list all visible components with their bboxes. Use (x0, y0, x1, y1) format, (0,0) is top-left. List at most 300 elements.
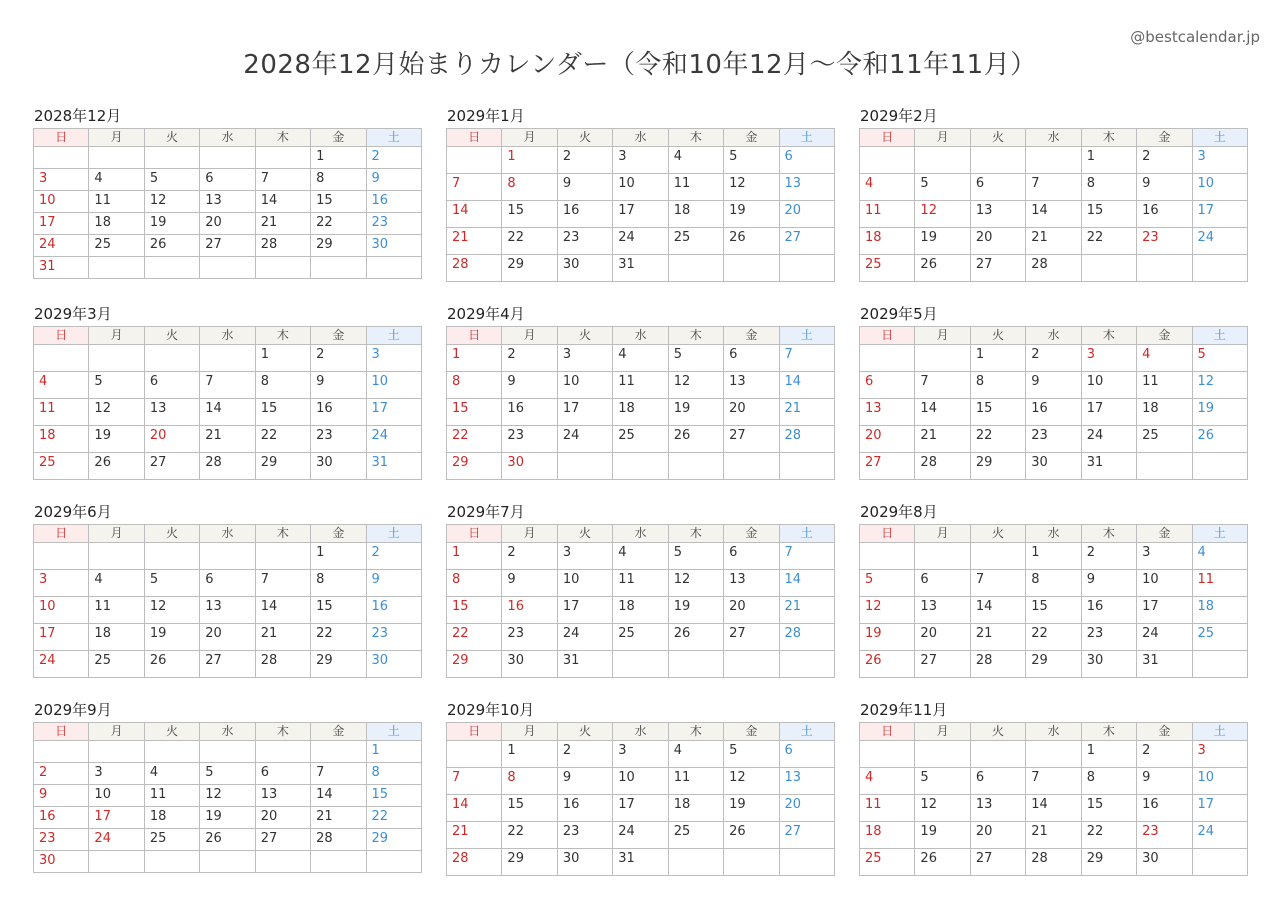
day-cell: 25 (34, 453, 89, 480)
day-cell: 18 (613, 597, 668, 624)
day-cell: 1 (502, 147, 557, 174)
day-cell: 22 (311, 213, 366, 235)
week-row (34, 453, 422, 480)
day-cell (447, 741, 502, 768)
day-cell: 30 (366, 235, 421, 257)
week-row (447, 543, 835, 570)
day-cell: 26 (1192, 426, 1247, 453)
day-cell: 13 (724, 570, 779, 597)
day-cell: 7 (447, 174, 502, 201)
day-cell: 10 (1137, 570, 1192, 597)
day-cell: 8 (311, 169, 366, 191)
day-cell: 9 (557, 174, 612, 201)
day-cell: 5 (1192, 345, 1247, 372)
weekday-header: 金 (1137, 525, 1192, 543)
day-cell: 24 (89, 829, 144, 851)
day-cell (311, 741, 366, 763)
day-cell (200, 345, 255, 372)
day-cell: 6 (860, 372, 915, 399)
weekday-header: 月 (89, 723, 144, 741)
day-cell: 5 (144, 169, 199, 191)
day-cell: 1 (970, 345, 1025, 372)
day-cell (860, 147, 915, 174)
day-cell: 19 (200, 807, 255, 829)
day-cell (779, 255, 834, 282)
calendar-grid (33, 104, 1248, 876)
day-cell: 24 (557, 426, 612, 453)
day-cell: 26 (860, 651, 915, 678)
day-cell: 18 (860, 822, 915, 849)
day-cell: 1 (1081, 147, 1136, 174)
day-cell: 6 (724, 543, 779, 570)
day-cell: 9 (1026, 372, 1081, 399)
day-cell (970, 147, 1025, 174)
day-cell: 27 (860, 453, 915, 480)
weekday-header: 土 (366, 327, 421, 345)
week-row (447, 768, 835, 795)
month-table (446, 326, 835, 480)
day-cell: 23 (1081, 624, 1136, 651)
weekday-header: 日 (34, 327, 89, 345)
day-cell: 2 (311, 345, 366, 372)
weekday-header: 火 (970, 129, 1025, 147)
day-cell (200, 741, 255, 763)
day-cell: 2 (366, 147, 421, 169)
week-row (447, 255, 835, 282)
day-cell: 28 (1026, 849, 1081, 876)
day-cell: 1 (1081, 741, 1136, 768)
week-row (34, 235, 422, 257)
day-cell: 7 (447, 768, 502, 795)
day-cell: 26 (144, 651, 199, 678)
weekday-header: 水 (1026, 525, 1081, 543)
day-cell (1192, 849, 1247, 876)
day-cell: 13 (970, 201, 1025, 228)
day-cell: 26 (200, 829, 255, 851)
weekday-header: 火 (970, 525, 1025, 543)
day-cell: 28 (1026, 255, 1081, 282)
day-cell: 19 (860, 624, 915, 651)
day-cell: 21 (970, 624, 1025, 651)
month-table (859, 524, 1248, 678)
day-cell: 18 (1137, 399, 1192, 426)
day-cell: 8 (970, 372, 1025, 399)
day-cell: 11 (613, 570, 668, 597)
day-cell (779, 453, 834, 480)
day-cell (89, 257, 144, 279)
weekday-header: 日 (34, 723, 89, 741)
day-cell: 5 (724, 147, 779, 174)
week-row (447, 597, 835, 624)
day-cell: 20 (779, 795, 834, 822)
day-cell: 28 (447, 849, 502, 876)
day-cell (915, 543, 970, 570)
weekday-header-row (34, 129, 422, 147)
day-cell: 9 (366, 570, 421, 597)
day-cell: 29 (502, 849, 557, 876)
day-cell: 8 (311, 570, 366, 597)
month-table (446, 722, 835, 876)
day-cell: 19 (915, 822, 970, 849)
day-cell (1192, 453, 1247, 480)
day-cell: 31 (1081, 453, 1136, 480)
day-cell: 20 (724, 597, 779, 624)
day-cell: 3 (1192, 741, 1247, 768)
weekday-header: 木 (255, 723, 310, 741)
month-title: 2029年3月 (34, 305, 112, 323)
weekday-header: 火 (557, 525, 612, 543)
day-cell: 11 (1137, 372, 1192, 399)
week-row (860, 849, 1248, 876)
month-block (446, 302, 835, 480)
week-row (860, 741, 1248, 768)
day-cell: 6 (779, 147, 834, 174)
day-cell: 24 (613, 228, 668, 255)
day-cell: 19 (144, 624, 199, 651)
day-cell (34, 543, 89, 570)
day-cell (557, 453, 612, 480)
day-cell: 3 (557, 543, 612, 570)
weekday-header-row (447, 525, 835, 543)
day-cell (1137, 453, 1192, 480)
day-cell (89, 345, 144, 372)
day-cell (89, 741, 144, 763)
day-cell: 14 (779, 372, 834, 399)
weekday-header: 月 (502, 525, 557, 543)
day-cell: 29 (502, 255, 557, 282)
day-cell: 9 (502, 570, 557, 597)
day-cell: 23 (557, 228, 612, 255)
month-title: 2029年6月 (34, 503, 112, 521)
month-title: 2029年5月 (860, 305, 938, 323)
day-cell (311, 257, 366, 279)
day-cell: 6 (255, 763, 310, 785)
day-cell: 11 (860, 201, 915, 228)
day-cell: 16 (366, 191, 421, 213)
weekday-header: 火 (557, 327, 612, 345)
day-cell: 29 (255, 453, 310, 480)
weekday-header: 土 (779, 723, 834, 741)
weekday-header-row (447, 723, 835, 741)
day-cell (1192, 651, 1247, 678)
day-cell: 5 (89, 372, 144, 399)
day-cell: 7 (779, 543, 834, 570)
day-cell: 11 (860, 795, 915, 822)
weekday-header: 土 (779, 129, 834, 147)
weekday-header: 日 (860, 723, 915, 741)
day-cell: 2 (34, 763, 89, 785)
day-cell: 14 (255, 597, 310, 624)
weekday-header: 火 (144, 327, 199, 345)
weekday-header: 木 (1081, 327, 1136, 345)
day-cell: 8 (447, 570, 502, 597)
day-cell: 25 (1137, 426, 1192, 453)
day-cell (366, 851, 421, 873)
weekday-header: 土 (779, 525, 834, 543)
weekday-header: 土 (1192, 723, 1247, 741)
day-cell: 12 (724, 174, 779, 201)
day-cell: 8 (447, 372, 502, 399)
weekday-header: 日 (860, 129, 915, 147)
day-cell (613, 453, 668, 480)
weekday-header: 土 (366, 723, 421, 741)
weekday-header: 月 (502, 327, 557, 345)
day-cell: 12 (915, 201, 970, 228)
month-table (33, 128, 422, 279)
day-cell: 8 (502, 768, 557, 795)
day-cell: 15 (255, 399, 310, 426)
day-cell: 1 (447, 543, 502, 570)
day-cell: 24 (34, 651, 89, 678)
month-table (33, 524, 422, 678)
day-cell (144, 851, 199, 873)
day-cell: 23 (1137, 822, 1192, 849)
day-cell: 24 (1192, 822, 1247, 849)
weekday-header: 月 (89, 525, 144, 543)
day-cell: 3 (613, 147, 668, 174)
weekday-header: 木 (668, 129, 723, 147)
day-cell: 8 (255, 372, 310, 399)
day-cell: 6 (915, 570, 970, 597)
day-cell: 31 (1137, 651, 1192, 678)
day-cell: 8 (1081, 174, 1136, 201)
day-cell: 28 (915, 453, 970, 480)
day-cell: 11 (89, 597, 144, 624)
week-row (34, 191, 422, 213)
day-cell: 30 (557, 255, 612, 282)
day-cell: 2 (502, 345, 557, 372)
day-cell: 5 (915, 768, 970, 795)
month-table (859, 722, 1248, 876)
day-cell (860, 345, 915, 372)
week-row (34, 147, 422, 169)
week-row (34, 426, 422, 453)
day-cell: 1 (311, 147, 366, 169)
day-cell: 21 (1026, 822, 1081, 849)
day-cell: 11 (1192, 570, 1247, 597)
weekday-header: 月 (502, 129, 557, 147)
day-cell: 29 (447, 651, 502, 678)
day-cell: 4 (613, 543, 668, 570)
day-cell: 16 (557, 201, 612, 228)
day-cell: 22 (366, 807, 421, 829)
month-title: 2029年4月 (447, 305, 525, 323)
day-cell (144, 543, 199, 570)
day-cell (779, 849, 834, 876)
day-cell: 7 (1026, 174, 1081, 201)
week-row (447, 651, 835, 678)
week-row (447, 570, 835, 597)
day-cell: 6 (724, 345, 779, 372)
day-cell: 18 (613, 399, 668, 426)
week-row (860, 768, 1248, 795)
day-cell: 17 (366, 399, 421, 426)
week-row (34, 543, 422, 570)
day-cell: 20 (200, 213, 255, 235)
day-cell: 18 (89, 213, 144, 235)
week-row (34, 807, 422, 829)
week-row (34, 257, 422, 279)
day-cell: 21 (779, 399, 834, 426)
weekday-header: 木 (255, 525, 310, 543)
day-cell: 3 (557, 345, 612, 372)
day-cell: 9 (1137, 768, 1192, 795)
day-cell: 17 (613, 795, 668, 822)
day-cell: 5 (724, 741, 779, 768)
day-cell: 4 (860, 174, 915, 201)
day-cell: 11 (34, 399, 89, 426)
weekday-header: 月 (915, 327, 970, 345)
week-row (34, 399, 422, 426)
day-cell: 30 (1081, 651, 1136, 678)
day-cell: 19 (668, 597, 723, 624)
month-block (33, 500, 422, 678)
week-row (860, 201, 1248, 228)
day-cell: 2 (557, 147, 612, 174)
day-cell: 20 (779, 201, 834, 228)
month-title: 2029年1月 (447, 107, 525, 125)
weekday-header: 水 (200, 327, 255, 345)
day-cell: 6 (200, 570, 255, 597)
day-cell: 26 (144, 235, 199, 257)
day-cell: 2 (1137, 741, 1192, 768)
day-cell: 15 (311, 191, 366, 213)
weekday-header: 金 (724, 723, 779, 741)
month-block (859, 302, 1248, 480)
day-cell: 25 (144, 829, 199, 851)
day-cell: 4 (668, 147, 723, 174)
month-block (33, 104, 422, 282)
day-cell: 18 (668, 201, 723, 228)
day-cell: 31 (613, 255, 668, 282)
day-cell: 23 (366, 213, 421, 235)
day-cell: 2 (1137, 147, 1192, 174)
weekday-header: 火 (144, 723, 199, 741)
day-cell (255, 257, 310, 279)
day-cell: 28 (311, 829, 366, 851)
weekday-header: 火 (557, 129, 612, 147)
week-row (447, 849, 835, 876)
day-cell: 15 (502, 795, 557, 822)
day-cell: 1 (1026, 543, 1081, 570)
day-cell: 16 (1026, 399, 1081, 426)
day-cell: 22 (1081, 822, 1136, 849)
day-cell (200, 147, 255, 169)
week-row (34, 651, 422, 678)
day-cell: 20 (255, 807, 310, 829)
weekday-header: 木 (668, 525, 723, 543)
month-block (859, 698, 1248, 876)
week-row (447, 399, 835, 426)
day-cell: 14 (1026, 795, 1081, 822)
month-title: 2029年9月 (34, 701, 112, 719)
day-cell: 10 (34, 597, 89, 624)
day-cell: 3 (366, 345, 421, 372)
day-cell: 17 (613, 201, 668, 228)
day-cell: 14 (447, 201, 502, 228)
day-cell (613, 651, 668, 678)
day-cell: 4 (613, 345, 668, 372)
weekday-header: 水 (200, 525, 255, 543)
weekday-header: 水 (200, 129, 255, 147)
day-cell: 23 (502, 624, 557, 651)
day-cell: 5 (668, 345, 723, 372)
weekday-header: 木 (668, 327, 723, 345)
day-cell: 15 (502, 201, 557, 228)
day-cell: 7 (970, 570, 1025, 597)
day-cell: 26 (89, 453, 144, 480)
day-cell: 12 (860, 597, 915, 624)
weekday-header: 日 (447, 327, 502, 345)
month-table (33, 722, 422, 873)
week-row (447, 147, 835, 174)
week-row (34, 785, 422, 807)
day-cell: 23 (1137, 228, 1192, 255)
day-cell: 12 (89, 399, 144, 426)
weekday-header: 木 (255, 327, 310, 345)
day-cell: 10 (557, 372, 612, 399)
day-cell: 28 (779, 624, 834, 651)
week-row (860, 624, 1248, 651)
weekday-header: 日 (34, 129, 89, 147)
day-cell: 22 (1081, 228, 1136, 255)
day-cell: 11 (668, 768, 723, 795)
day-cell: 1 (447, 345, 502, 372)
day-cell: 4 (144, 763, 199, 785)
day-cell: 3 (34, 169, 89, 191)
day-cell: 30 (502, 453, 557, 480)
day-cell: 7 (200, 372, 255, 399)
day-cell: 23 (1026, 426, 1081, 453)
day-cell: 1 (255, 345, 310, 372)
day-cell: 6 (144, 372, 199, 399)
day-cell: 12 (724, 768, 779, 795)
month-block (33, 698, 422, 876)
day-cell (915, 345, 970, 372)
day-cell: 3 (89, 763, 144, 785)
day-cell: 24 (34, 235, 89, 257)
day-cell: 30 (34, 851, 89, 873)
day-cell: 12 (1192, 372, 1247, 399)
day-cell: 22 (1026, 624, 1081, 651)
week-row (860, 570, 1248, 597)
day-cell: 5 (668, 543, 723, 570)
week-row (34, 851, 422, 873)
month-table (859, 128, 1248, 282)
weekday-header-row (34, 327, 422, 345)
week-row (34, 345, 422, 372)
month-title: 2029年10月 (447, 701, 535, 719)
week-row (860, 543, 1248, 570)
day-cell: 24 (1192, 228, 1247, 255)
day-cell: 29 (311, 235, 366, 257)
month-table (446, 128, 835, 282)
day-cell: 27 (255, 829, 310, 851)
day-cell: 27 (970, 849, 1025, 876)
weekday-header: 金 (724, 129, 779, 147)
weekday-header: 火 (557, 723, 612, 741)
weekday-header: 木 (1081, 525, 1136, 543)
day-cell: 15 (447, 399, 502, 426)
week-row (447, 201, 835, 228)
week-row (860, 345, 1248, 372)
month-block (859, 104, 1248, 282)
day-cell (668, 651, 723, 678)
day-cell: 11 (613, 372, 668, 399)
day-cell: 16 (311, 399, 366, 426)
weekday-header: 月 (915, 723, 970, 741)
weekday-header: 月 (89, 327, 144, 345)
